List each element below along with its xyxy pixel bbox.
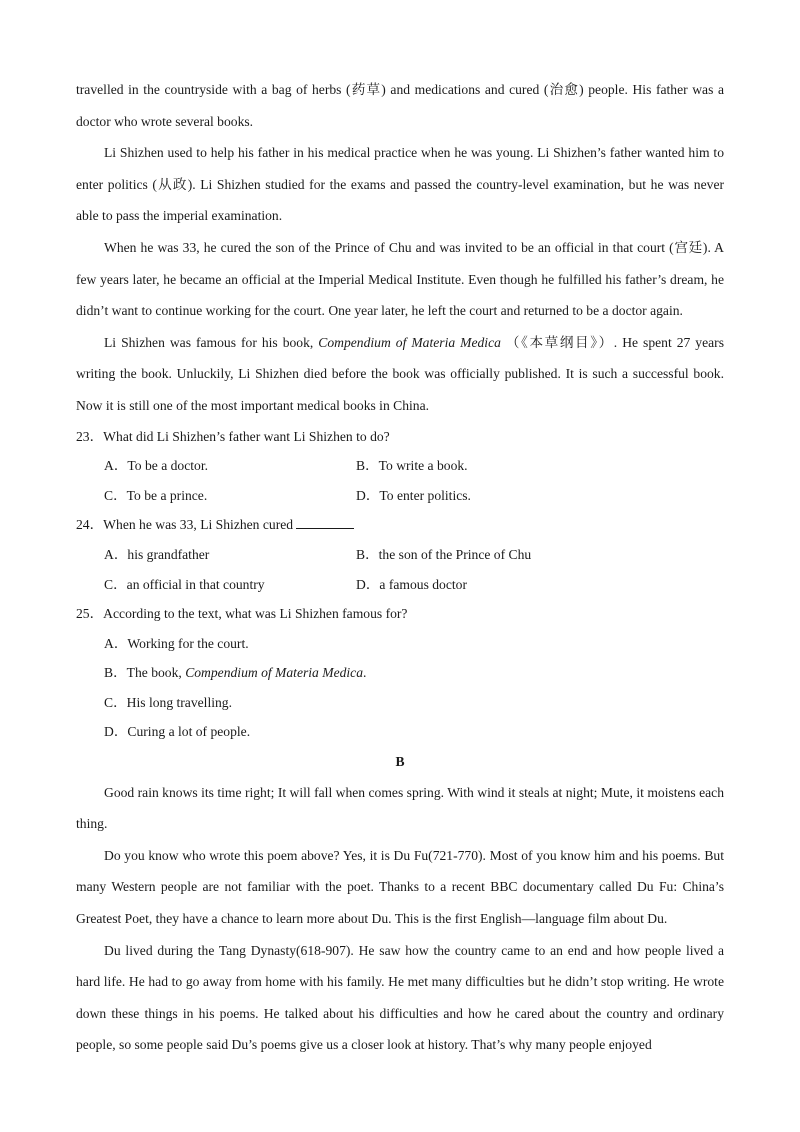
passage-a-paragraph-3: When he was 33, he cured the son of the Prince of Chu and was invited to be an official in that court (宫廷). A few years later, he became an official at the Imperial Medical Institute. Even though he fulfilled his father’s dream, he didn’t want to continue working for the court. One year later, he left the court and returned to be a doctor again. xyxy=(76,239,724,319)
question-25-option-c[interactable]: C．His long travelling. xyxy=(104,694,232,710)
question-24-stem xyxy=(76,510,724,540)
passage-a-paragraph-1: travelled in the countryside with a bag of herbs (药草) and medications and cured (治愈) people. His father was a doctor who wrote several books. xyxy=(76,82,724,129)
question-23-option-b[interactable]: B．To write a book. xyxy=(356,458,468,474)
question-24-option-a[interactable]: A．his grandfather xyxy=(104,546,210,562)
question-25-option-b-suffix: . xyxy=(363,665,367,681)
paragraph-4-before: Li Shizhen was famous for his book, xyxy=(104,334,319,350)
book-title: Compendium of Materia Medica xyxy=(318,334,501,350)
question-24-stem-text: 24．When he was 33, Li Shizhen cured xyxy=(76,517,294,533)
question-25-options xyxy=(104,629,724,747)
passage-b-paragraph-1: Good rain knows its time right; It will fall when comes spring. With wind it steals at night; Mute, it moistens each thing. xyxy=(76,784,724,832)
question-25-option-b-book: Compendium of Materia Medica xyxy=(185,665,364,681)
passage-b-paragraph-3: Du lived during the Tang Dynasty(618-907). He saw how the country came to an end and how people lived a hard life. He had to go away from home with his family. He met many difficulties but he didn’t stop writing. He wrote down these things in his poems. He talked about his difficulties and how he cared about the country and ordinary people, so some people said Du’s poems give us a closer look at history. That’s why many people enjoyed xyxy=(76,942,724,1053)
question-23-options xyxy=(104,451,724,510)
question-25-stem: 25．According to the text, what was Li Shizhen famous for? xyxy=(76,606,408,622)
passage-a-paragraph-2: Li Shizhen used to help his father in his medical practice when he was young. Li Shizhen’s father wanted him to enter politics (从政). Li Shizhen studied for the exams and passed the country-level examination, but he was never able to pass the imperial examination. xyxy=(76,145,724,224)
section-b-title: B xyxy=(395,754,405,770)
answer-blank xyxy=(296,516,354,529)
question-25-option-a[interactable]: A．Working for the court. xyxy=(104,635,249,651)
question-23-option-c[interactable]: C．To be a prince. xyxy=(104,487,208,503)
passage-b-paragraph-2: Do you know who wrote this poem above? Yes, it is Du Fu(721-770). Most of you know him and his poems. But many Western people are not familiar with the poet. Thanks to a recent BBC documentary called Du Fu: China’s Greatest Poet, they have a chance to learn more about Du. This is the first English—language film about Du. xyxy=(76,847,724,927)
question-23-option-d[interactable]: D．To enter politics. xyxy=(356,487,471,503)
question-24-option-c[interactable]: C．an official in that country xyxy=(104,576,265,592)
paragraph-4-after: （《本草纲目》）. He spent 27 years writing the book. Unluckily, Li Shizhen died before the book was officially published. It is such a successful book. Now it is still one of the most important medical books in China. xyxy=(76,334,724,413)
question-24-option-d[interactable]: D．a famous doctor xyxy=(356,576,467,592)
question-24-options xyxy=(104,540,724,599)
question-23-stem: 23．What did Li Shizhen’s father want Li Shizhen to do? xyxy=(76,428,390,444)
question-25-option-b-prefix: B．The book, xyxy=(104,665,186,681)
question-24-option-b[interactable]: B．the son of the Prince of Chu xyxy=(356,546,532,562)
question-23-option-a[interactable]: A．To be a doctor. xyxy=(104,458,208,474)
passage-a-paragraph-4 xyxy=(76,327,724,422)
question-25-option-d[interactable]: D．Curing a lot of people. xyxy=(104,724,251,740)
document-page xyxy=(76,74,724,1061)
question-25-option-b[interactable] xyxy=(104,658,664,688)
